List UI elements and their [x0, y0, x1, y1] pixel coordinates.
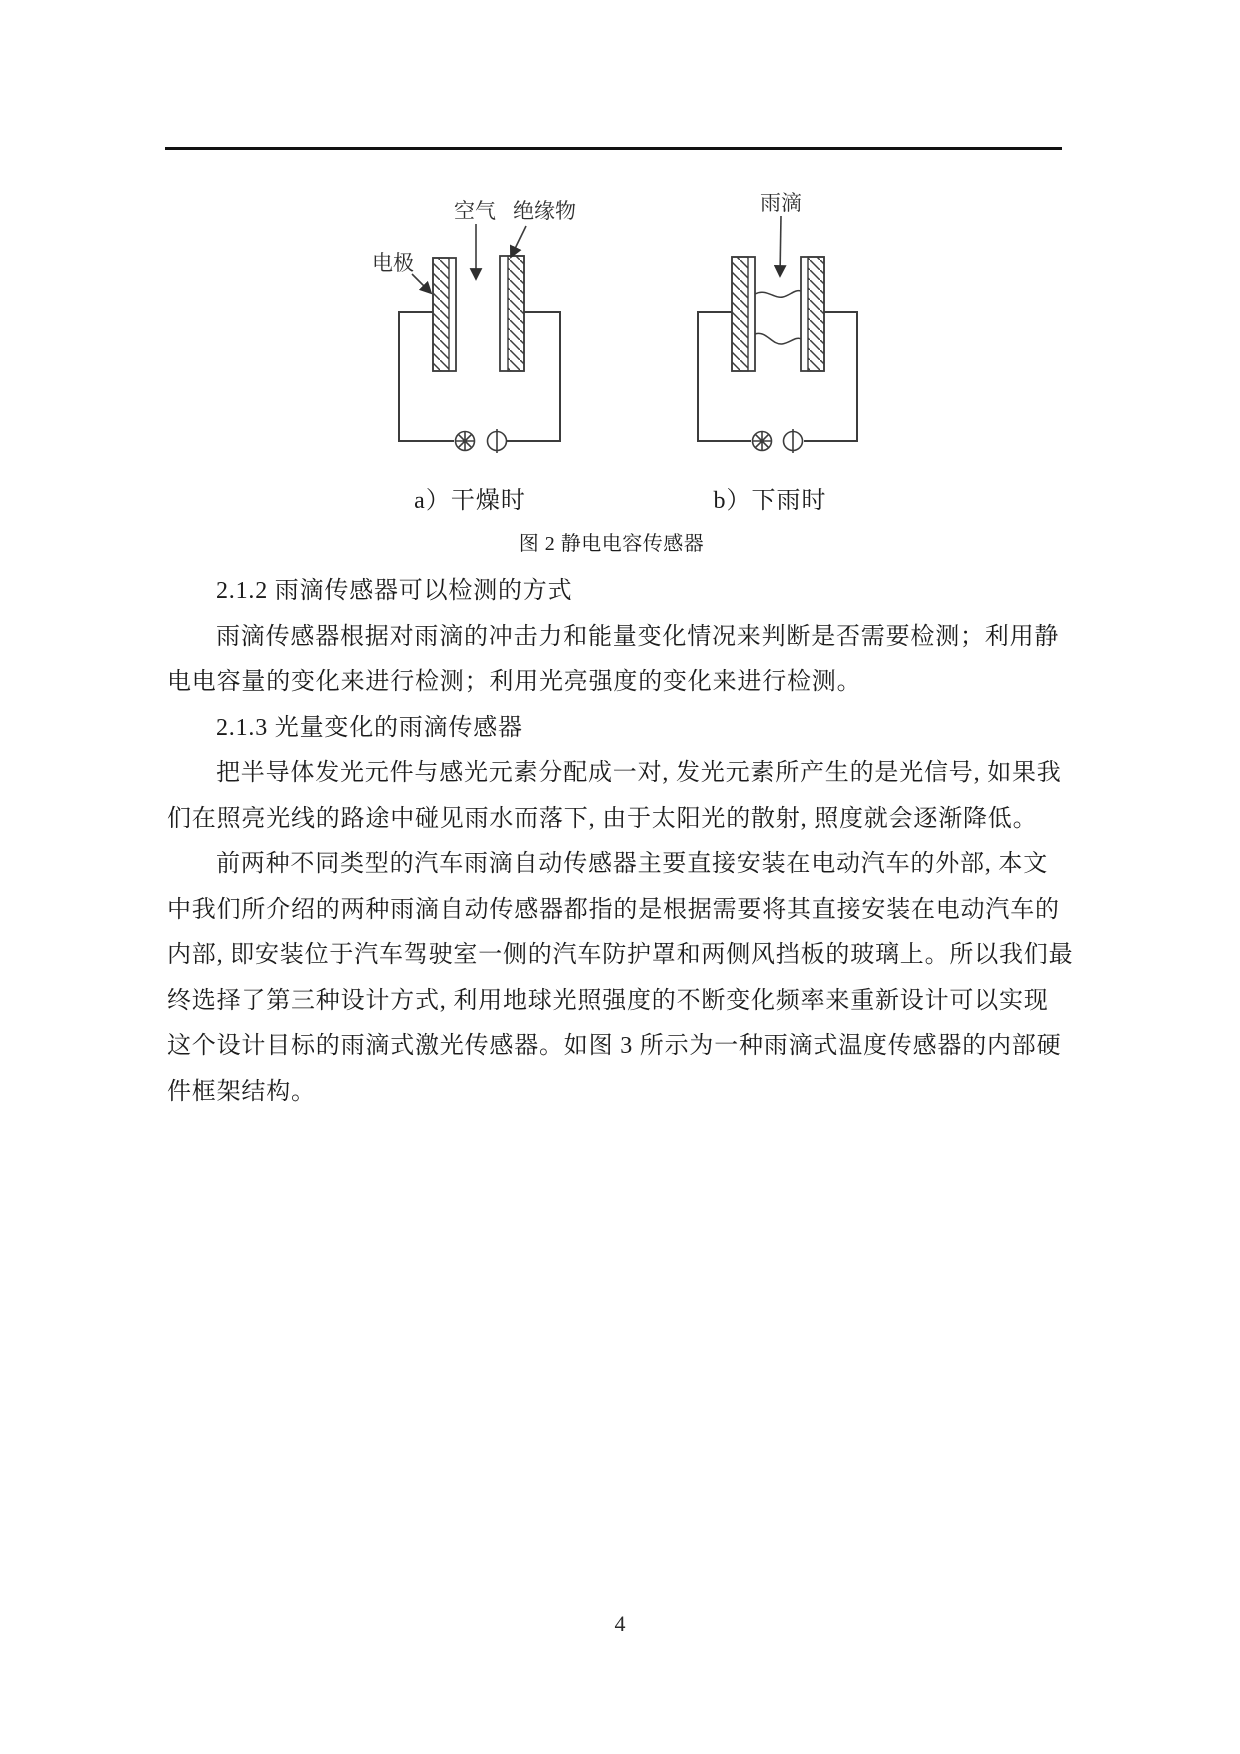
- body-text: [167, 569, 1074, 1115]
- section-heading: 2.1.2 雨滴传感器可以检测的方式: [216, 578, 573, 604]
- terminal-crossed-circle-icon: [753, 432, 772, 451]
- electrode-label: 电极: [372, 251, 414, 275]
- terminal-crossed-circle-icon: [456, 432, 475, 451]
- left-plate-electrode-hatch-a: [433, 258, 449, 371]
- diagram-a-dry: [399, 224, 560, 453]
- electrode-arrow-icon: [412, 274, 431, 293]
- page-number: 4: [614, 1611, 626, 1636]
- insulator-arrow-icon: [511, 226, 526, 257]
- diagram-b-rain: [698, 216, 857, 453]
- left-plate-electrode-hatch-b: [732, 257, 748, 371]
- right-plate-electrode-hatch-b: [808, 257, 824, 371]
- raindrop-arrow-icon: [780, 216, 781, 276]
- body-line: 件框架结构。: [167, 1078, 316, 1105]
- body-line: 们在照亮光线的路途中碰见雨水而落下, 由于太阳光的散射, 照度就会逐渐降低。: [167, 805, 1038, 832]
- sub-caption-b: b）下雨时: [713, 488, 827, 514]
- body-line: 电电容量的变化来进行检测；利用光亮强度的变化来进行检测。: [167, 669, 862, 695]
- body-line: 前两种不同类型的汽车雨滴自动传感器主要直接安装在电动汽车的外部, 本文: [216, 851, 1048, 877]
- body-line: 中我们所介绍的两种雨滴自动传感器都指的是根据需要将其直接安装在电动汽车的: [167, 896, 1060, 923]
- terminal-line-circle-icon: [488, 429, 507, 453]
- terminal-line-circle-icon: [784, 429, 803, 453]
- body-line: 把半导体发光元件与感光元素分配成一对, 发光元素所产生的是光信号, 如果我: [216, 760, 1062, 786]
- figure-2-capacitor-sensor-diagram: [320, 155, 890, 465]
- right-plate-electrode-hatch-a: [508, 256, 524, 371]
- raindrop-label: 雨滴: [760, 191, 802, 215]
- body-line: 内部, 即安装位于汽车驾驶室一侧的汽车防护罩和两侧风挡板的玻璃上。所以我们最: [167, 942, 1074, 968]
- header-rule: [165, 147, 1062, 150]
- insulator-label: 绝缘物: [513, 199, 576, 223]
- body-line: 雨滴传感器根据对雨滴的冲击力和能量变化情况来判断是否需要检测；利用静: [216, 623, 1060, 650]
- water-drop-outline-bottom: [755, 333, 801, 344]
- air-label: 空气: [454, 199, 496, 223]
- body-line: 这个设计目标的雨滴式激光传感器。如图 3 所示为一种雨滴式温度传感器的内部硬: [167, 1033, 1062, 1059]
- water-drop-outline-top: [755, 291, 801, 298]
- section-heading: 2.1.3 光量变化的雨滴传感器: [216, 714, 523, 741]
- sub-caption-a: a）干燥时: [414, 488, 526, 514]
- figure-caption: 图 2 静电电容传感器: [518, 533, 705, 555]
- body-line: 终选择了第三种设计方式, 利用地球光照强度的不断变化频率来重新设计可以实现: [167, 987, 1049, 1014]
